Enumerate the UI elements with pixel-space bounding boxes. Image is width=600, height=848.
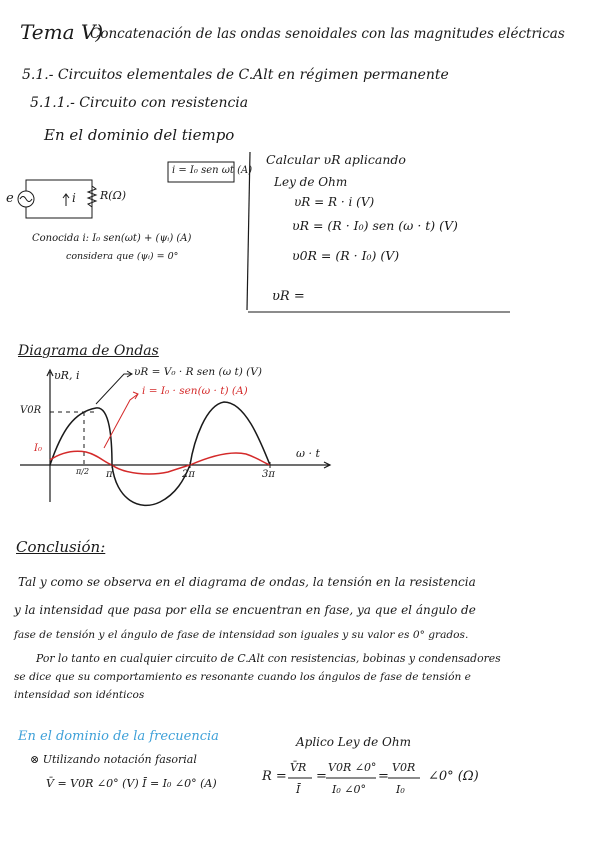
r-equals: R =	[262, 769, 287, 784]
calc-eq4: υR =	[272, 289, 305, 304]
frac3-den: I₀	[396, 783, 405, 796]
phasor-note: ⊗ Utilizando notación fasorial	[30, 753, 197, 766]
tick-three-pi: 3π	[262, 469, 275, 480]
frac2-num: V0R ∠0°	[328, 761, 377, 774]
apply-ohm: Aplico Ley de Ohm	[296, 735, 411, 749]
given-current: i = I₀ sen ωt (A)	[172, 165, 253, 176]
conclusion-line: se dice que su comportamiento es resonante cuando los ángulos de fase de tensión e	[14, 671, 471, 683]
resistor-label: R(Ω)	[100, 189, 126, 202]
voltage-label: υR = V₀ · R sen (ω t) (V)	[134, 366, 262, 378]
current-wave-label: i = I₀ · sen(ω · t) (A)	[142, 385, 248, 397]
page-title: Concatenación de las ondas senoidales con las magnitudes eléctricas	[90, 26, 565, 42]
tick-two-pi: 2π	[182, 469, 195, 480]
current-label: i	[72, 191, 76, 205]
tick-pi: π	[106, 469, 113, 480]
source-label: e	[6, 191, 14, 206]
calc-eq3: υ0R = (R · I₀) (V)	[292, 248, 400, 263]
section-heading: 5.1.- Circuitos elementales de C.Alt en régimen permanente	[22, 67, 449, 83]
conclusion-title: Conclusión:	[16, 538, 106, 556]
phasor-values: V̄ = V0R ∠0° (V) Ī = I₀ ∠0° (A)	[46, 777, 217, 790]
frac2-den: I₀ ∠0°	[332, 783, 366, 796]
tick-pi-half: π/2	[76, 467, 90, 476]
tema-label: Tema V)	[20, 20, 104, 44]
section-subheading: 5.1.1.- Circuito con resistencia	[30, 95, 249, 111]
frac3-num: V0R	[392, 761, 416, 774]
conclusion-line: intensidad son idénticos	[14, 689, 145, 701]
frac1-num: V̄R	[290, 761, 307, 774]
calc-intro: Calcular υR aplicando	[266, 152, 406, 167]
calc-eq1: υR = R · i (V)	[294, 195, 375, 209]
io-tick: I₀	[34, 443, 42, 454]
eq-sign: =	[378, 769, 389, 784]
y-axis-label: υR, i	[54, 369, 80, 382]
conclusion-line: Tal y como se observa en el diagrama de ondas, la tensión en la resistencia	[18, 575, 476, 589]
x-axis-label: ω · t	[296, 447, 320, 460]
consider-phase-line: considera que (ψᵢ) = 0°	[66, 251, 179, 262]
frequency-domain-heading: En el dominio de la frecuencia	[18, 729, 219, 744]
result-angle: ∠0° (Ω)	[428, 769, 479, 784]
conclusion-line: Por lo tanto en cualquier circuito de C.Alt con resistencias, bobinas y condensadores	[36, 652, 501, 665]
frac1-den: Ī	[296, 783, 301, 796]
eq-sign: =	[316, 769, 327, 784]
calc-eq2: υR = (R · I₀) sen (ω · t) (V)	[292, 218, 458, 233]
diagram-title: Diagrama de Ondas	[18, 343, 159, 359]
conclusion-line: y la intensidad que pasa por ella se encuentran en fase, ya que el ángulo de	[14, 603, 476, 617]
conclusion-line: fase de tensión y el ángulo de fase de intensidad son iguales y su valor es 0° grados.	[14, 629, 469, 641]
known-current-line: Conocida i: I₀ sen(ωt) + (ψᵢ) (A)	[32, 233, 192, 244]
calc-law: Ley de Ohm	[274, 175, 348, 189]
vor-tick: V0R	[20, 405, 42, 416]
time-domain-heading: En el dominio del tiempo	[44, 126, 235, 144]
